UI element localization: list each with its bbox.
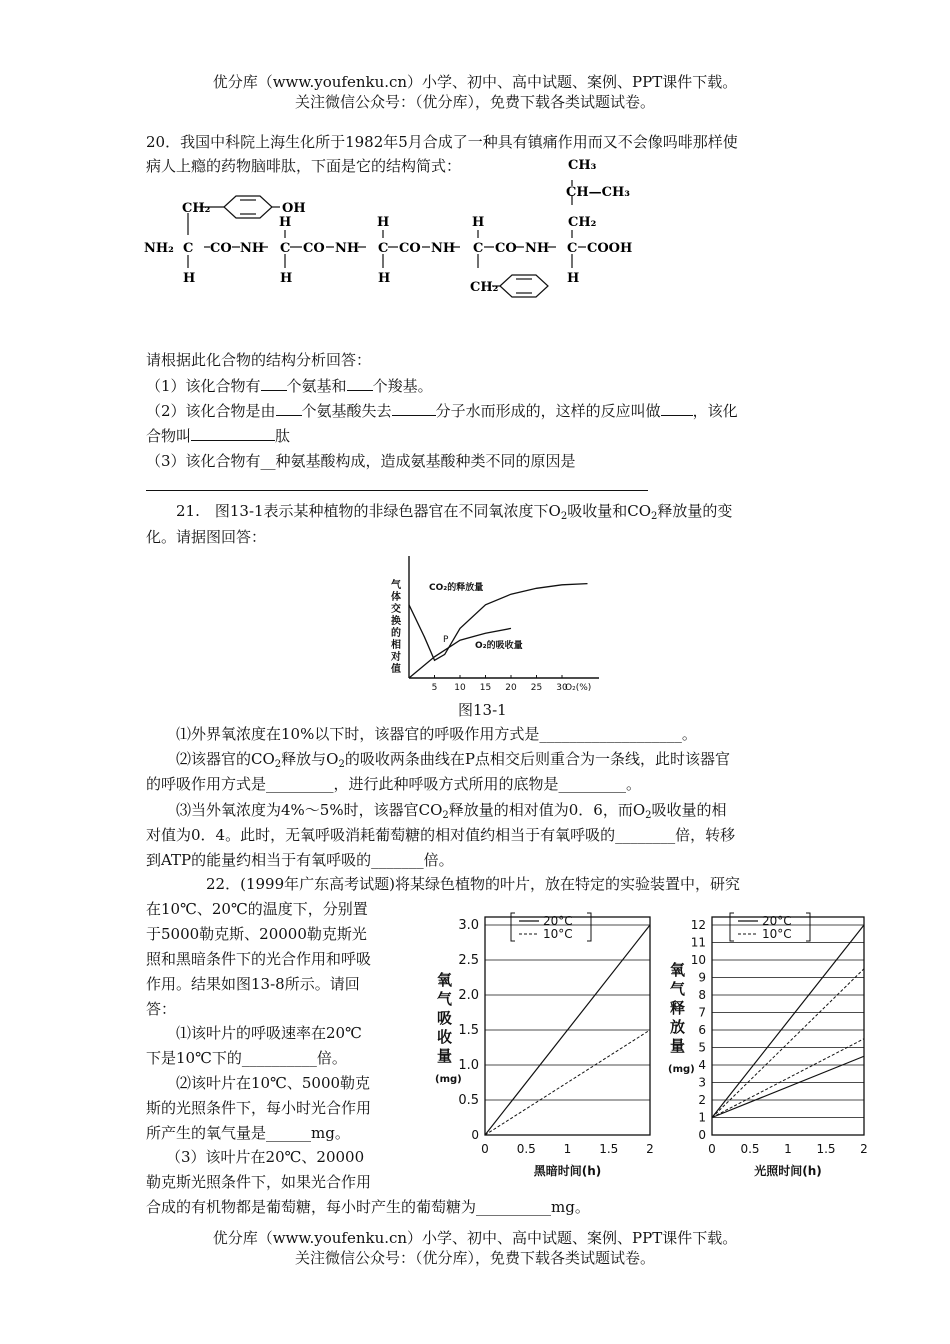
x-tick-label: 0.5 [516, 1142, 536, 1156]
page-header-line1: 优分库（www.youfenku.cn）小学、初中、高中试题、案例、PPT课件下载。 [212, 73, 738, 91]
q20-q2-text: 个氨基酸失去 [301, 402, 392, 420]
y-axis-label: 体 [391, 592, 401, 603]
q20-intro-line1: 20．我国中科院上海生化所于1982年5月合成了一种具有镇痛作用而又不会像吗啡那样使 [146, 133, 738, 151]
series-line [485, 1030, 650, 1135]
y-axis-label: 相 [391, 640, 401, 651]
q20-q1 [146, 375, 433, 396]
q21-q2 [176, 749, 730, 775]
y-tick-label: 1.5 [458, 1023, 479, 1038]
origin-label: 0 [698, 1128, 706, 1142]
ch2-group-left: CH₂ [182, 201, 211, 216]
answer-line[interactable] [146, 490, 648, 491]
fig-13-1-caption: 图13-1 [458, 701, 507, 719]
y-axis-label: 氧 [670, 961, 686, 979]
q22-q2: ⑵该叶片在10℃、5000勒克 [176, 1074, 371, 1092]
answer-blank[interactable] [392, 400, 436, 416]
x-tick-label: 0.5 [740, 1142, 760, 1156]
c-atom: C [183, 241, 194, 256]
y-tick-label: 4 [698, 1058, 706, 1072]
q21-q3-line2: 对值为0．4。此时，无氧呼吸消耗葡萄糖的相对值约相当于有氧呼吸的________倍，转移 [146, 826, 736, 844]
legend-entry-10c: 10°C [543, 927, 573, 941]
h-atom: H [279, 215, 292, 230]
y-tick-label: 10 [690, 953, 706, 967]
y-axis-unit: (mg) [668, 1064, 695, 1075]
q21-intro-line1 [176, 501, 732, 527]
q22-q3: （3）该叶片在20℃、20000 [166, 1148, 365, 1166]
x-tick-label: 2 [860, 1142, 868, 1156]
co-group: CO [303, 241, 325, 256]
q20-q1-text: （1）该化合物有 [146, 377, 261, 395]
h-atom: H [472, 215, 485, 230]
x-tick-label: 0 [708, 1142, 716, 1156]
legend-co2-release: CO₂的释放量 [429, 583, 484, 593]
subscript: 2 [651, 511, 658, 522]
nh-group: NH [335, 241, 360, 256]
q21-intro-text: 吸收量和CO [567, 502, 652, 520]
series-line [712, 1039, 864, 1118]
q21-intro-line2: 化。请据图回答： [146, 528, 267, 546]
co-group: CO [495, 241, 517, 256]
fig-13-1-chart [385, 552, 605, 692]
oh-group: OH [282, 201, 306, 216]
y-axis-label: 值 [391, 664, 401, 675]
co-group: CO [399, 241, 421, 256]
y-axis-label: 量 [437, 1047, 453, 1065]
q20-q2-text: 分子水而形成的，这样的反应叫做 [435, 402, 661, 420]
q20-q3: （3）该化合物有__种氨基酸构成，造成氨基酸种类不同的原因是 [146, 452, 576, 470]
h-atom: H [280, 271, 293, 286]
y-axis-label: 释 [670, 999, 686, 1017]
ch2-group-top: CH₂ [568, 215, 597, 230]
h-atom: H [567, 271, 580, 286]
q21-q3 [176, 800, 727, 826]
q20-prompt: 请根据此化合物的结构分析回答： [146, 351, 372, 369]
x-tick-label: 30 [556, 683, 568, 693]
y-tick-label: 11 [690, 935, 706, 950]
q21-q3-text: 吸收量的相 [651, 801, 727, 819]
answer-blank[interactable] [661, 400, 693, 416]
y-axis-label: 的 [391, 628, 401, 639]
q20-q2-line2 [146, 425, 290, 446]
q22-line3: 于5000勒克斯、20000勒克斯光 [146, 925, 367, 943]
nh2-group: NH₂ [144, 241, 174, 256]
y-axis-label: 换 [391, 616, 401, 627]
q22-q3-line2: 勒克斯光照条件下，如果光合作用 [146, 1173, 372, 1191]
co-group: CO [210, 241, 232, 256]
plot-frame [485, 917, 650, 1135]
q20-q2-text: 合物叫 [146, 427, 192, 445]
q20-q2-text: ，该化 [692, 402, 738, 420]
y-axis-unit: (mg) [435, 1074, 462, 1085]
y-axis-label: 量 [670, 1037, 686, 1055]
x-tick-label: 15 [479, 683, 492, 693]
c-atom: C [378, 241, 389, 256]
ch2-group-bottom: CH₂ [470, 280, 499, 295]
q22-q1: ⑴该叶片的呼吸速率在20℃ [176, 1024, 362, 1042]
q22-line2: 在10℃、20℃的温度下，分别置 [146, 900, 368, 918]
y-tick-label: 0.5 [458, 1093, 479, 1108]
y-axis-label: 收 [437, 1028, 453, 1046]
y-tick-label: 3.0 [458, 918, 479, 933]
y-axis-label: 气 [437, 990, 453, 1008]
y-tick-label: 1 [698, 1110, 706, 1125]
legend-entry-20c: 20°C [762, 914, 792, 928]
q22-q1-line2: 下是10℃下的__________倍。 [146, 1049, 347, 1067]
q22-q2-line3: 所产生的氧气量是______mg。 [146, 1124, 350, 1142]
series-line [712, 925, 864, 1118]
x-axis-label: O₂(%) [565, 683, 592, 693]
q22-q3-line3: 合成的有机物都是葡萄糖，每小时产生的葡萄糖为__________mg。 [146, 1198, 590, 1216]
answer-blank[interactable] [191, 425, 275, 441]
series-line [712, 1056, 864, 1117]
x-axis-label: 光照时间(h) [754, 1164, 822, 1178]
q21-q3-text: ⑶当外氧浓度为4%～5%时，该器官CO [176, 801, 443, 819]
q20-intro-line2: 病人上瘾的药物脑啡肽，下面是它的结构简式： [146, 157, 462, 175]
q21-q2-line2: 的呼吸作用方式是_________，进行此种呼吸方式所用的底物是_________。 [146, 775, 642, 793]
x-axis-label: 黑暗时间(h) [533, 1164, 602, 1178]
x-tick-label: 1.5 [816, 1142, 836, 1156]
y-tick-label: 8 [698, 988, 706, 1002]
q21-intro-text: 21. 图13-1表示某种植物的非绿色器官在不同氧浓度下O [176, 502, 561, 520]
q21-q2-text: 的吸收两条曲线在P点相交后则重合为一条线，此时该器官 [344, 750, 730, 768]
q22-line1: 22．(1999年广东高考试题)将某绿色植物的叶片，放在特定的实验装置中，研究 [206, 875, 740, 893]
page-footer-line2: 关注微信公众号：（优分库），免费下载各类试题试卷。 [294, 1249, 655, 1267]
q21-intro-text: 释放量的变 [657, 502, 733, 520]
subscript: 2 [645, 810, 652, 821]
cooh-group: COOH [587, 241, 633, 256]
c-atom: C [567, 241, 578, 256]
y-tick-label: 3 [698, 1075, 706, 1090]
y-tick-label: 2.5 [458, 953, 479, 968]
page-header-line2: 关注微信公众号：（优分库），免费下载各类试题试卷。 [294, 93, 655, 111]
y-tick-label: 9 [698, 970, 706, 985]
h-atom: H [378, 271, 391, 286]
x-tick-label: 1.5 [599, 1142, 619, 1156]
y-axis-label: 放 [670, 1018, 686, 1036]
series-line [712, 969, 864, 1118]
x-tick-label: 20 [505, 683, 517, 693]
answer-blank[interactable] [347, 375, 373, 391]
q21-q2-text: ⑵该器官的CO [176, 750, 275, 768]
y-tick-label: 5 [698, 1040, 706, 1055]
y-axis-label: 气 [670, 980, 686, 998]
y-axis-label: 气 [391, 580, 401, 591]
x-tick-label: 5 [431, 683, 438, 693]
point-p-label: P [443, 635, 449, 645]
answer-blank[interactable] [276, 400, 302, 416]
plot-frame [712, 917, 864, 1135]
ch-ch3-group: CH—CH₃ [566, 185, 630, 200]
fig-13-8-dark-chart [425, 905, 675, 1195]
y-axis-label: 交 [391, 604, 401, 615]
nh-group: NH [240, 241, 265, 256]
y-tick-label: 12 [690, 918, 706, 932]
y-tick-label: 7 [698, 1005, 706, 1020]
enkephalin-structure [140, 150, 660, 300]
subscript: 2 [442, 810, 449, 821]
nh-group: NH [431, 241, 456, 256]
q21-q2-text: 释放与O [281, 750, 339, 768]
x-tick-label: 0 [481, 1142, 489, 1156]
q21-q1: ⑴外界氧浓度在10%以下时，该器官的呼吸作用方式是___________________。 [176, 725, 697, 743]
x-tick-label: 10 [454, 683, 466, 693]
legend-o2-uptake: O₂的吸收量 [475, 641, 523, 651]
legend-entry-20c: 20°C [543, 914, 573, 928]
q20-q2-text: 肽 [275, 427, 291, 445]
ch3-group: CH₃ [568, 158, 597, 173]
subscript: 2 [560, 511, 568, 522]
c-atom: C [473, 241, 484, 256]
y-tick-label: 6 [698, 1023, 706, 1037]
y-axis-label: 吸 [437, 1009, 453, 1027]
h-atom: H [183, 271, 196, 286]
x-tick-label: 1 [563, 1142, 572, 1156]
legend-entry-10c: 10°C [762, 927, 792, 941]
q22-line4: 照和黑暗条件下的光合作用和呼吸 [146, 950, 372, 968]
q21-q3-text: 释放量的相对值为0．6，而O [448, 801, 646, 819]
q22-line6: 答： [146, 1000, 177, 1018]
fig-13-8-light-chart [668, 905, 887, 1195]
c-atom: C [280, 241, 291, 256]
origin-label: 0 [471, 1128, 479, 1142]
y-axis-label: 氧 [437, 971, 453, 989]
q22-line5: 作用。结果如图13-8所示。请回 [146, 975, 360, 993]
page-footer-line1: 优分库（www.youfenku.cn）小学、初中、高中试题、案例、PPT课件下载。 [212, 1229, 738, 1247]
x-tick-label: 25 [530, 683, 543, 693]
subscript: 2 [338, 759, 345, 770]
q20-q2 [146, 400, 738, 421]
subscript: 2 [274, 759, 282, 770]
y-axis-label: 对 [391, 652, 401, 663]
h-atom: H [377, 215, 390, 230]
x-tick-label: 2 [646, 1142, 654, 1156]
answer-blank[interactable] [261, 375, 287, 391]
q21-q3-line3: 到ATP的能量约相当于有氧呼吸的_______倍。 [146, 851, 454, 869]
q22-q2-line2: 斯的光照条件下，每小时光合作用 [146, 1099, 372, 1117]
nh-group: NH [525, 241, 550, 256]
y-tick-label: 1.0 [458, 1058, 479, 1073]
x-tick-label: 1 [784, 1142, 792, 1156]
q20-q1-text: 个羧基。 [372, 377, 433, 395]
q20-q1-text: 个氨基和 [286, 377, 347, 395]
y-tick-label: 2.0 [458, 988, 479, 1003]
y-tick-label: 2 [698, 1093, 706, 1107]
q20-q2-text: （2）该化合物是由 [146, 402, 276, 420]
